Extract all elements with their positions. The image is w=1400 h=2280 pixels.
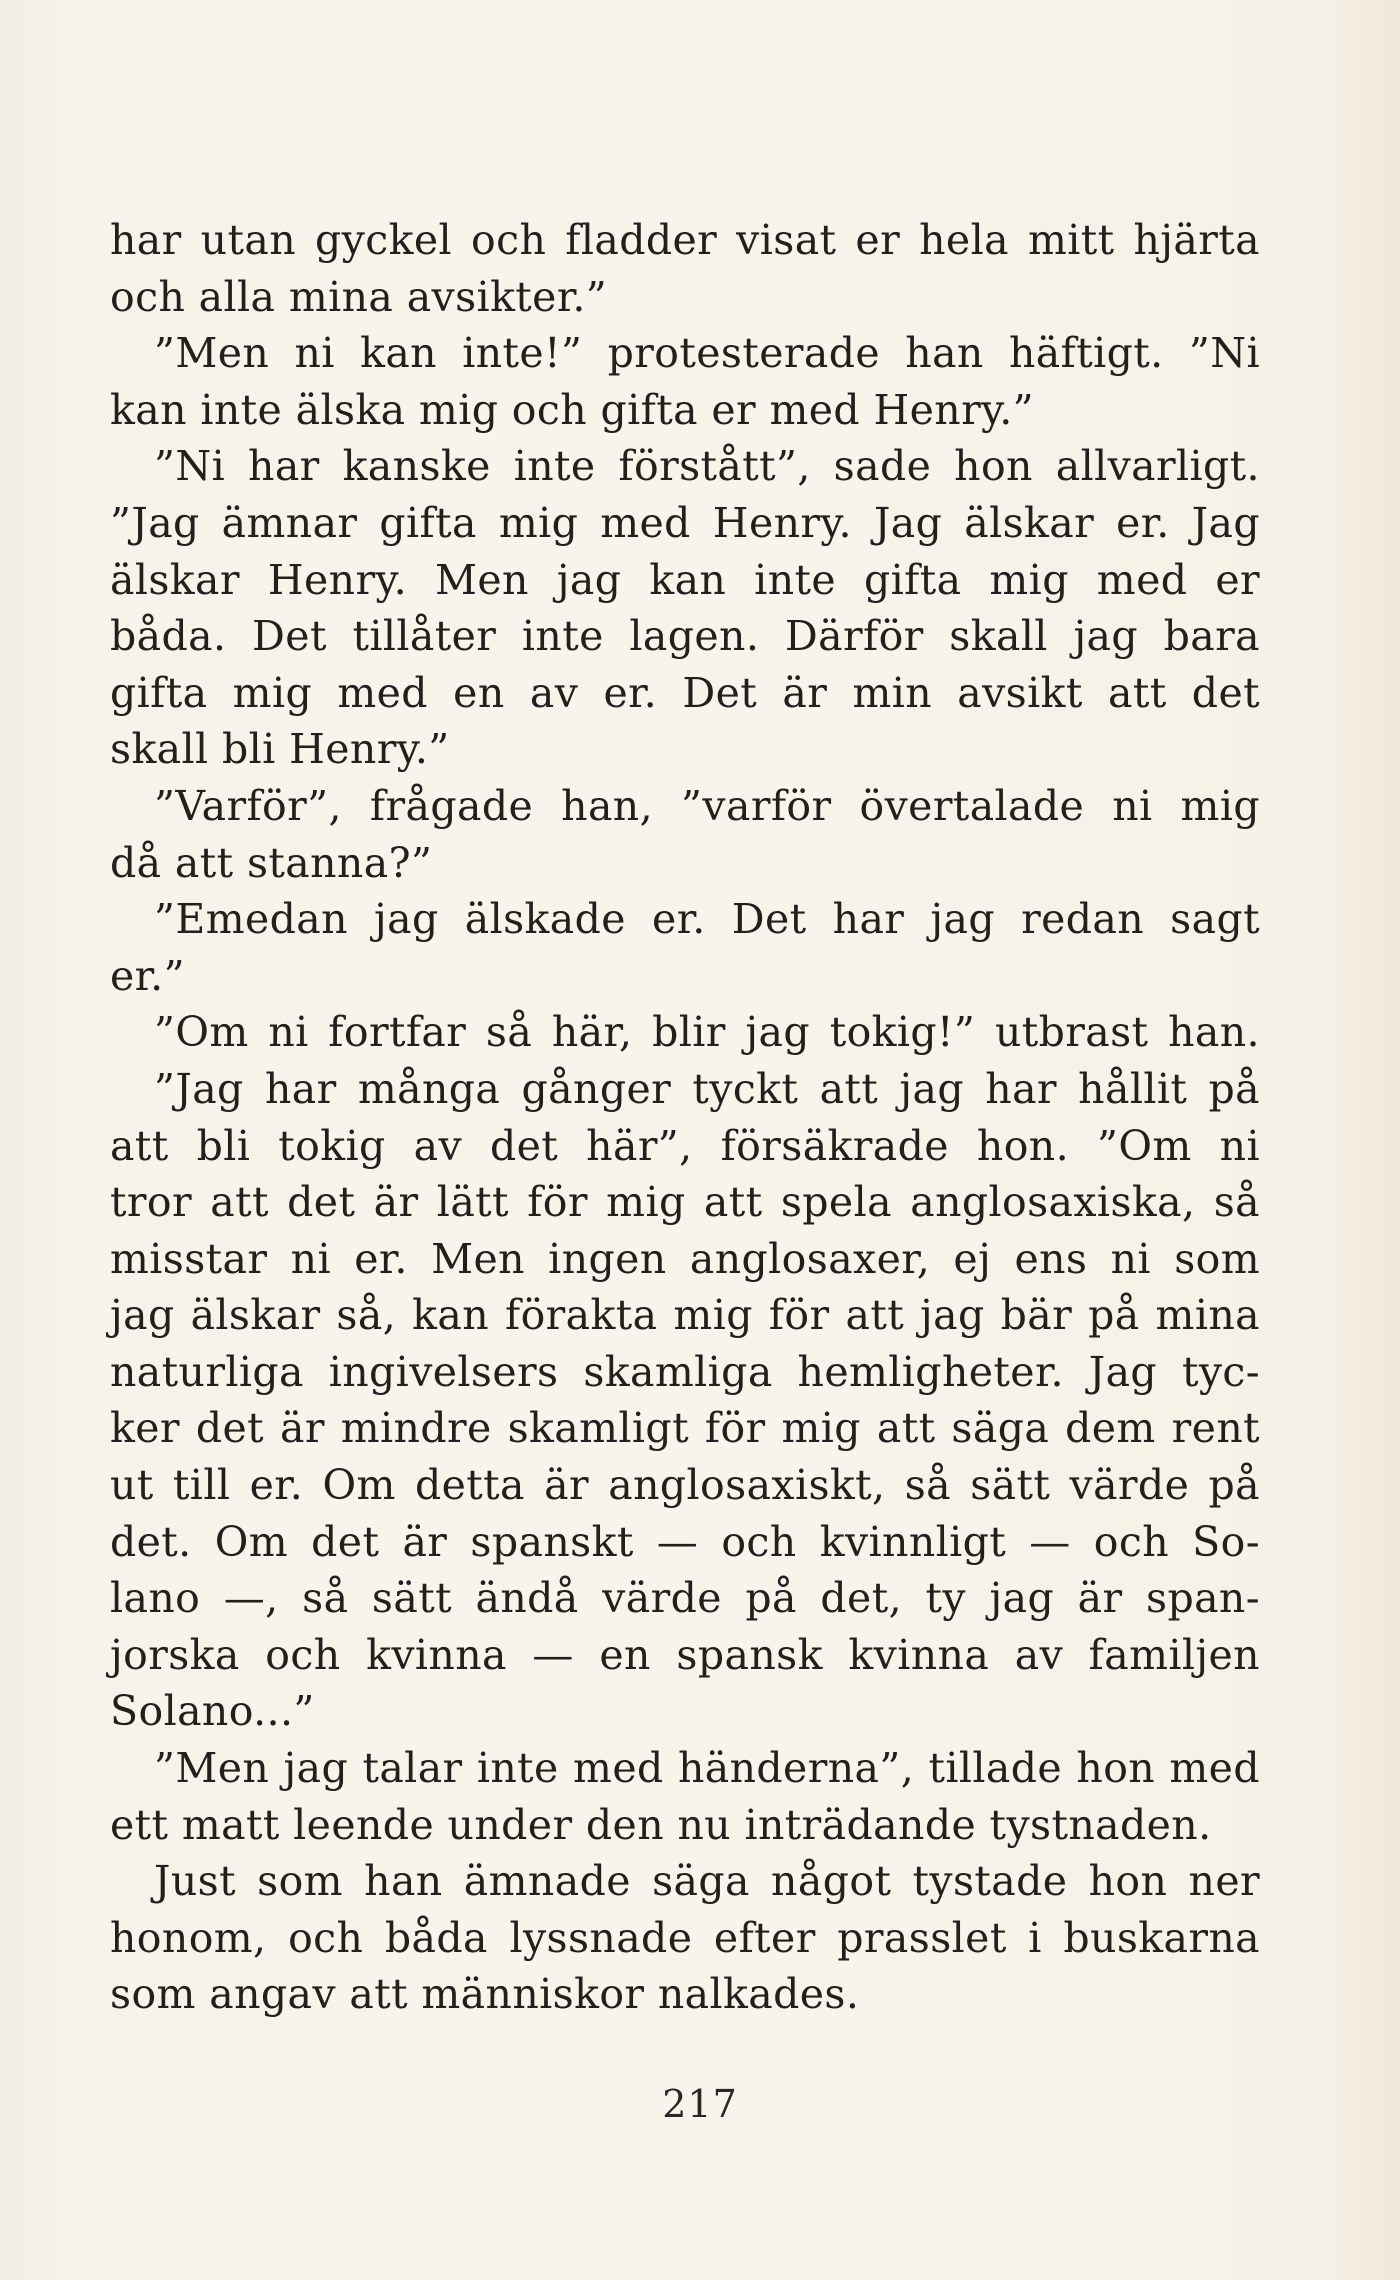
text-line: ”Om ni fortfar så här, blir jag tokig!” utbrast han. bbox=[154, 1008, 1260, 1057]
text-line: jag älskar så, kan förakta mig för att jag bär på mina bbox=[110, 1291, 1260, 1340]
page-number: 217 bbox=[662, 2082, 738, 2126]
text-line: att bli tokig av det här”, försäkrade hon. ”Om ni bbox=[110, 1121, 1260, 1170]
body-text bbox=[110, 212, 1260, 2023]
text-line: ker det är mindre skamligt för mig att säga dem rent bbox=[110, 1404, 1260, 1453]
text-line: ”Jag ämnar gifta mig med Henry. Jag älskar er. Jag bbox=[110, 498, 1260, 547]
text-line: misstar ni er. Men ingen anglosaxer, ej ens ni som bbox=[110, 1234, 1260, 1283]
text-line: skall bli Henry.” bbox=[110, 725, 450, 774]
text-line: älskar Henry. Men jag kan inte gifta mig med er bbox=[110, 555, 1260, 604]
text-line: som angav att människor nalkades. bbox=[110, 1970, 860, 2019]
text-line: gifta mig med en av er. Det är min avsikt att det bbox=[110, 668, 1260, 717]
text-line: naturliga ingivelsers skamliga hemligheter. Jag tyc- bbox=[110, 1347, 1260, 1396]
text-line: kan inte älska mig och gifta er med Henry.” bbox=[110, 385, 1035, 434]
text-line: ”Ni har kanske inte förstått”, sade hon allvarligt. bbox=[154, 442, 1260, 491]
text-line: ”Varför”, frågade han, ”varför övertalade ni mig bbox=[154, 781, 1260, 830]
text-line: ”Men ni kan inte!” protesterade han häftigt. ”Ni bbox=[154, 329, 1260, 378]
text-line: jorska och kvinna — en spansk kvinna av familjen bbox=[110, 1630, 1260, 1679]
text-line: det. Om det är spanskt — och kvinnligt — och So- bbox=[110, 1517, 1260, 1566]
text-line: tror att det är lätt för mig att spela anglosaxiska, så bbox=[110, 1178, 1260, 1227]
text-line: då att stanna?” bbox=[110, 838, 433, 887]
text-line: ”Jag har många gånger tyckt att jag har hållit på bbox=[154, 1064, 1260, 1113]
text-line: ut till er. Om detta är anglosaxiskt, så sätt värde på bbox=[110, 1461, 1260, 1510]
text-line: ett matt leende under den nu inträdande tystnaden. bbox=[110, 1800, 1212, 1849]
text-line: har utan gyckel och fladder visat er hela mitt hjärta bbox=[110, 216, 1260, 264]
text-line: lano —, så sätt ändå värde på det, ty jag är span- bbox=[110, 1574, 1260, 1623]
text-line: och alla mina avsikter.” bbox=[110, 272, 608, 321]
text-line: ”Men jag talar inte med händerna”, tillade hon med bbox=[154, 1744, 1260, 1793]
text-line: er.” bbox=[110, 951, 185, 1000]
text-line: båda. Det tillåter inte lagen. Därför skall jag bara bbox=[110, 612, 1260, 661]
text-line: ”Emedan jag älskade er. Det har jag redan sagt bbox=[154, 895, 1260, 944]
text-line: Solano...” bbox=[110, 1687, 315, 1736]
text-line: Just som han ämnade säga något tystade hon ner bbox=[154, 1857, 1260, 1906]
text-line: honom, och båda lyssnade efter prasslet i buskarna bbox=[110, 1913, 1260, 1962]
